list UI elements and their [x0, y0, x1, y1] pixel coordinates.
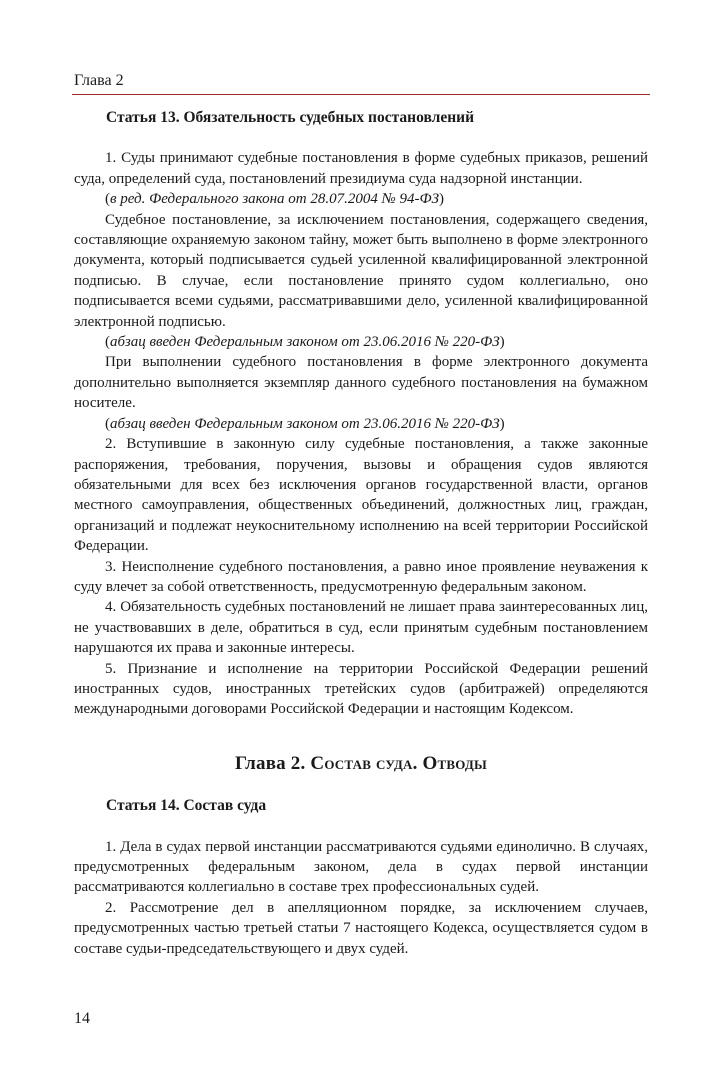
page-content — [74, 108, 648, 959]
article-13-paragraph-4: 2. Вступившие в законную силу судебные постановления, а также законные распоряжения, требования, поручения, вызовы и обращения судов являются обязательными для всех без исключения органов государственной власти, органов местного самоуправления, общественных объединений, должностных лиц, граждан, организаций и подлежат неукоснительному исполнению на всей территории Российской Федерации. — [74, 436, 648, 555]
article-13-note-2: (абзац введен Федеральным законом от 23.06.2016 № 220-ФЗ) — [105, 334, 505, 351]
chapter-name: Состав суда. Отводы — [310, 752, 487, 774]
article-14-paragraph-1: 1. Дела в судах первой инстанции рассматриваются судьями единолично. В случаях, предусмотренных федеральным законом, дела в судах первой инстанции рассматриваются коллегиально в составе трех профессиональных судей. — [74, 838, 648, 896]
article-13-paragraph-5: 3. Неисполнение судебного постановления, а равно иное проявление неуважения к суду влечет за собой ответственность, предусмотренную федеральным законом. — [74, 558, 648, 595]
running-head: Глава 2 — [74, 72, 124, 89]
article-13-note-1: (в ред. Федерального закона от 28.07.2004 № 94-ФЗ) — [105, 191, 445, 208]
article-13-note-2-text: абзац введен Федеральным законом от 23.06.2016 № 220-ФЗ — [110, 334, 500, 351]
article-14-title: Статья 14. Состав суда — [106, 797, 267, 815]
article-13-note-3-text: абзац введен Федеральным законом от 23.06.2016 № 220-ФЗ — [110, 415, 500, 432]
article-13-title: Статья 13. Обязательность судебных постановлений — [106, 109, 474, 126]
article-13-note-1-text: в ред. Федерального закона от 28.07.2004 № 94-ФЗ — [110, 191, 440, 208]
article-13-note-3: (абзац введен Федеральным законом от 23.06.2016 № 220-ФЗ) — [105, 415, 505, 432]
article-13-paragraph-1: 1. Суды принимают судебные постановления в форме судебных приказов, решений суда, определений суда, постановлений президиума суда надзорной инстанции. — [74, 150, 648, 187]
article-13-paragraph-3: При выполнении судебного постановления в форме электронного документа дополнительно выполняется экземпляр данного судебного постановления на бумажном носителе. — [74, 354, 648, 412]
page-number: 14 — [74, 1010, 90, 1027]
article-13-paragraph-2: Судебное постановление, за исключением постановления, содержащего сведения, составляющие охраняемую законом тайну, может быть выполнено в форме электронного документа, который подписывается судьей усиленной квалифицированной электронной подписью. В случае, если постановление принято судом коллегиально, оно подписывается всеми судьями, рассматривавшими дело, усиленной квалифицированной электронной подписью. — [74, 211, 648, 330]
chapter-prefix: Глава 2. — [234, 752, 306, 774]
article-13-paragraph-6: 4. Обязательность судебных постановлений не лишает права заинтересованных лиц, не участвовавших в деле, обратиться в суд, если принятым судебным постановлением нарушаются их права и законные интересы. — [74, 599, 648, 657]
chapter-title — [74, 754, 648, 774]
header-rule — [72, 94, 650, 95]
article-13-paragraph-7: 5. Признание и исполнение на территории Российской Федерации решений иностранных судов, иностранных третейских судов (арбитражей) определяются международными договорами Российской Федерации и настоящим Кодексом. — [74, 660, 648, 718]
article-14-paragraph-2: 2. Рассмотрение дел в апелляционном порядке, за исключением случаев, предусмотренных частью третьей статьи 7 настоящего Кодекса, осуществляется судом в составе судьи-председательствующего и двух судей. — [74, 899, 648, 957]
